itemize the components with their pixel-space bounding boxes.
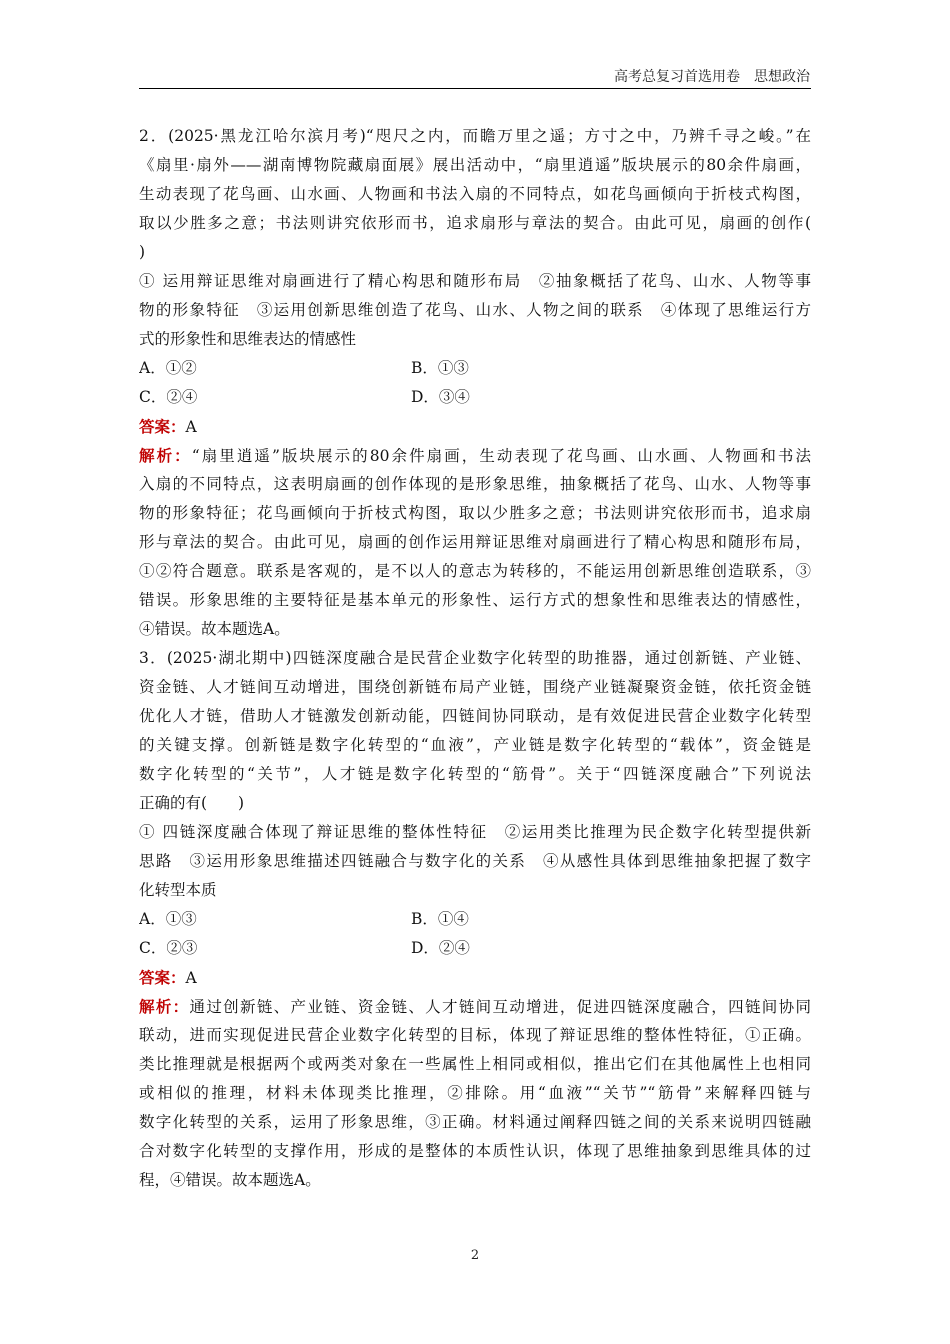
answer-value: A bbox=[185, 418, 197, 436]
q2-stem-line: 取以少胜多之意；书法则讲究依形而书，追求扇形与章法的契合。由此可见，扇画的创作( bbox=[139, 214, 811, 232]
analysis-text: 通过创新链、产业链、资金链、人才链间互动增进，促进四链深度融合，四链间协同 bbox=[189, 998, 811, 1016]
q2-options-row bbox=[139, 383, 811, 412]
q3-answer bbox=[139, 963, 811, 992]
q3-stem-line: 数字化转型的“关节”，人才链是数字化转型的“筋骨”。关于“四链深度融合”下列说法 bbox=[139, 765, 811, 783]
q2-statement-line: ① 运用辩证思维对扇画进行了精心构思和随形布局 ②抽象概括了花鸟、山水、人物等事 bbox=[139, 272, 811, 290]
q2-option-a[interactable]: A．①② bbox=[139, 359, 197, 377]
q3-stem-line: 优化人才链，借助人才链激发创新动能，四链间协同联动，是有效促进民营企业数字化转型 bbox=[139, 707, 811, 725]
q3-option-b[interactable]: B．①④ bbox=[411, 910, 469, 928]
q2-stem-line: 2．(2025·黑龙江哈尔滨月考)“咫尺之内，而瞻万里之遥；方寸之中，乃辨千寻之峻。”在 bbox=[139, 127, 811, 145]
q3-stem-line: 资金链、人才链间互动增进，围绕创新链布局产业链，围绕产业链凝聚资金链，依托资金链 bbox=[139, 678, 811, 696]
question-2 bbox=[139, 122, 811, 644]
q3-statement-line: 思路 ③运用形象思维描述四链融合与数字化的关系 ④从感性具体到思维抽象把握了数字 bbox=[139, 852, 811, 870]
q2-option-b[interactable]: B．①③ bbox=[411, 359, 469, 377]
q3-analysis-line: 程，④错误。故本题选A。 bbox=[139, 1171, 321, 1189]
q3-option-a[interactable]: A．①③ bbox=[139, 910, 197, 928]
analysis-text: “扇里逍遥”版块展示的80余件扇画，生动表现了花鸟画、山水画、人物画和书法 bbox=[191, 447, 811, 465]
q2-stem-line: 生动表现了花鸟画、山水画、人物画和书法入扇的不同特点，如花鸟画倾向于折枝式构图， bbox=[139, 185, 811, 203]
q3-statement-line: 化转型本质 bbox=[139, 881, 217, 899]
q3-stem-line: 的关键支撑。创新链是数字化转型的“血液”，产业链是数字化转型的“载体”，资金链是 bbox=[139, 736, 811, 754]
answer-value: A bbox=[185, 969, 197, 987]
q3-analysis-line bbox=[139, 992, 811, 1021]
header-title: 高考总复习首选用卷 思想政治 bbox=[614, 69, 810, 85]
q2-statement-line: 式的形象性和思维表达的情感性 bbox=[139, 330, 357, 348]
q3-analysis-line: 合对数字化转型的支撑作用，形成的是整体的本质性认识，体现了思维抽象到思维具体的过 bbox=[139, 1142, 811, 1160]
analysis-label: 解析： bbox=[139, 446, 192, 465]
q2-answer bbox=[139, 412, 811, 441]
q2-analysis-line: ④错误。故本题选A。 bbox=[139, 620, 290, 638]
q2-analysis-line bbox=[139, 441, 811, 470]
q3-option-d[interactable]: D．②④ bbox=[411, 939, 470, 957]
q2-analysis-line: ①②符合题意。联系是客观的，是不以人的意志为转移的，不能运用创新思维创造联系，③ bbox=[139, 562, 811, 580]
analysis-label: 解析： bbox=[139, 997, 190, 1016]
q3-option-c[interactable]: C．②③ bbox=[139, 939, 198, 957]
q3-analysis-line: 数字化转型的关系，运用了形象思维，③正确。材料通过阐释四链之间的关系来说明四链融 bbox=[139, 1113, 811, 1131]
q3-options-row bbox=[139, 934, 811, 963]
q2-analysis-line: 形与章法的契合。由此可见，扇画的创作运用辩证思维对扇画进行了精心构思和随形布局， bbox=[139, 533, 811, 551]
q2-stem-line: ) bbox=[139, 243, 146, 261]
q2-analysis-line: 入扇的不同特点，这表明扇画的创作体现的是形象思维，抽象概括了花鸟、山水、人物等事 bbox=[139, 475, 811, 493]
answer-label: 答案： bbox=[139, 968, 186, 987]
q3-analysis-line: 或相似的推理，材料未体现类比推理，②排除。用“血液”“关节”“筋骨”来解释四链与 bbox=[139, 1084, 811, 1102]
q3-stem-line: 正确的有( ) bbox=[139, 794, 245, 812]
page-number: 2 bbox=[470, 1248, 480, 1263]
q2-options-row bbox=[139, 354, 811, 383]
q3-statement-line: ① 四链深度融合体现了辩证思维的整体性特征 ②运用类比推理为民企数字化转型提供新 bbox=[139, 823, 811, 841]
q2-option-d[interactable]: D．③④ bbox=[411, 388, 470, 406]
q3-options-row bbox=[139, 905, 811, 934]
q2-option-c[interactable]: C．②④ bbox=[139, 388, 198, 406]
q2-analysis-line: 错误。形象思维的主要特征是基本单元的形象性、运行方式的想象性和思维表达的情感性， bbox=[139, 591, 811, 609]
question-3 bbox=[139, 644, 811, 1195]
page-content bbox=[139, 122, 811, 1195]
q3-stem-line: 3．(2025·湖北期中)四链深度融合是民营企业数字化转型的助推器，通过创新链、产业链、 bbox=[139, 649, 811, 667]
answer-label: 答案： bbox=[139, 417, 186, 436]
q2-statement-line: 物的形象特征 ③运用创新思维创造了花鸟、山水、人物之间的联系 ④体现了思维运行方 bbox=[139, 301, 811, 319]
q3-analysis-line: 联动，进而实现促进民营企业数字化转型的目标，体现了辩证思维的整体性特征，①正确。 bbox=[139, 1026, 811, 1044]
q2-stem-line: 《扇里·扇外——湖南博物院藏扇面展》展出活动中，“扇里逍遥”版块展示的80余件扇画， bbox=[139, 156, 811, 174]
header-divider bbox=[139, 88, 811, 89]
q3-analysis-line: 类比推理就是根据两个或两类对象在一些属性上相同或相似，推出它们在其他属性上也相同 bbox=[139, 1055, 811, 1073]
q2-analysis-line: 物的形象特征；花鸟画倾向于折枝式构图，取以少胜多之意；书法则讲究依形而书，追求扇 bbox=[139, 504, 811, 522]
